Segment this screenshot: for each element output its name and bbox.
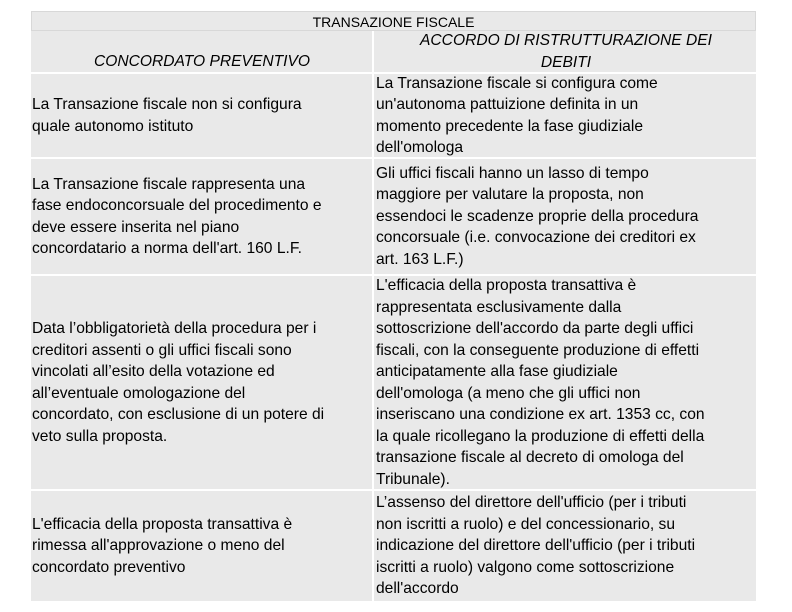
table-cell-left: L'efficacia della proposta transattiva è rimessa all'approvazione o meno del concordato preventivo [31,491,374,601]
table-cell-left: La Transazione fiscale non si configura quale autonomo istituto [31,74,374,159]
table-cell-right: L’assenso del direttore dell'ufficio (per i tributi non iscritti a ruolo) e del concessionario, su indicazione del direttore dell'ufficio (per i tributi iscritti a ruolo) valgono come sottoscrizione dell'accordo [376,494,696,598]
table-title: TRANSAZIONE FISCALE [31,11,756,31]
table-cell-right: Gli uffici fiscali hanno un lasso di tempo maggiore per valutare la proposta, non essendoci le scadenze proprie della procedura concorsuale (i.e. convocazione dei creditori ex art. 163 L.F.) [374,159,756,276]
header-concordato-preventivo: CONCORDATO PREVENTIVO [31,31,374,74]
comparison-table [31,11,756,601]
table-body [31,31,756,601]
table-cell-right: La Transazione fiscale si configura come un'autonoma pattuizione definita in un momento precedente la fase giudiziale dell'omologa [374,74,756,159]
table-cell-left: Data l’obbligatorietà della procedura per i creditori assenti o gli uffici fiscali sono vincolati all’esito della votazione ed all’eventuale omologazione del concordato, con esclusione di un potere di veto sulla proposta. [31,276,374,491]
table-cell-left: La Transazione fiscale rappresenta una fase endoconcorsuale del procedimento e deve essere inserita nel piano concordatario a norma dell'art. 160 L.F. [31,159,374,276]
header-accordo-ristrutturazione: ACCORDO DI RISTRUTTURAZIONE DEI DEBITI [374,31,756,74]
table-cell-right: L'efficacia della proposta transattiva è rappresentata esclusivamente dalla sottoscrizione dell'accordo da parte degli uffici fiscali, con la conseguente produzione di effetti anticipatamente alla fase giudiziale dell'omologa (a meno che gli uffici non inseriscano una condizione ex art. 1353 cc, con la quale ricollegano la produzione di effetti della transazione fiscale al decreto di omologa del Tribunale). [374,276,756,491]
